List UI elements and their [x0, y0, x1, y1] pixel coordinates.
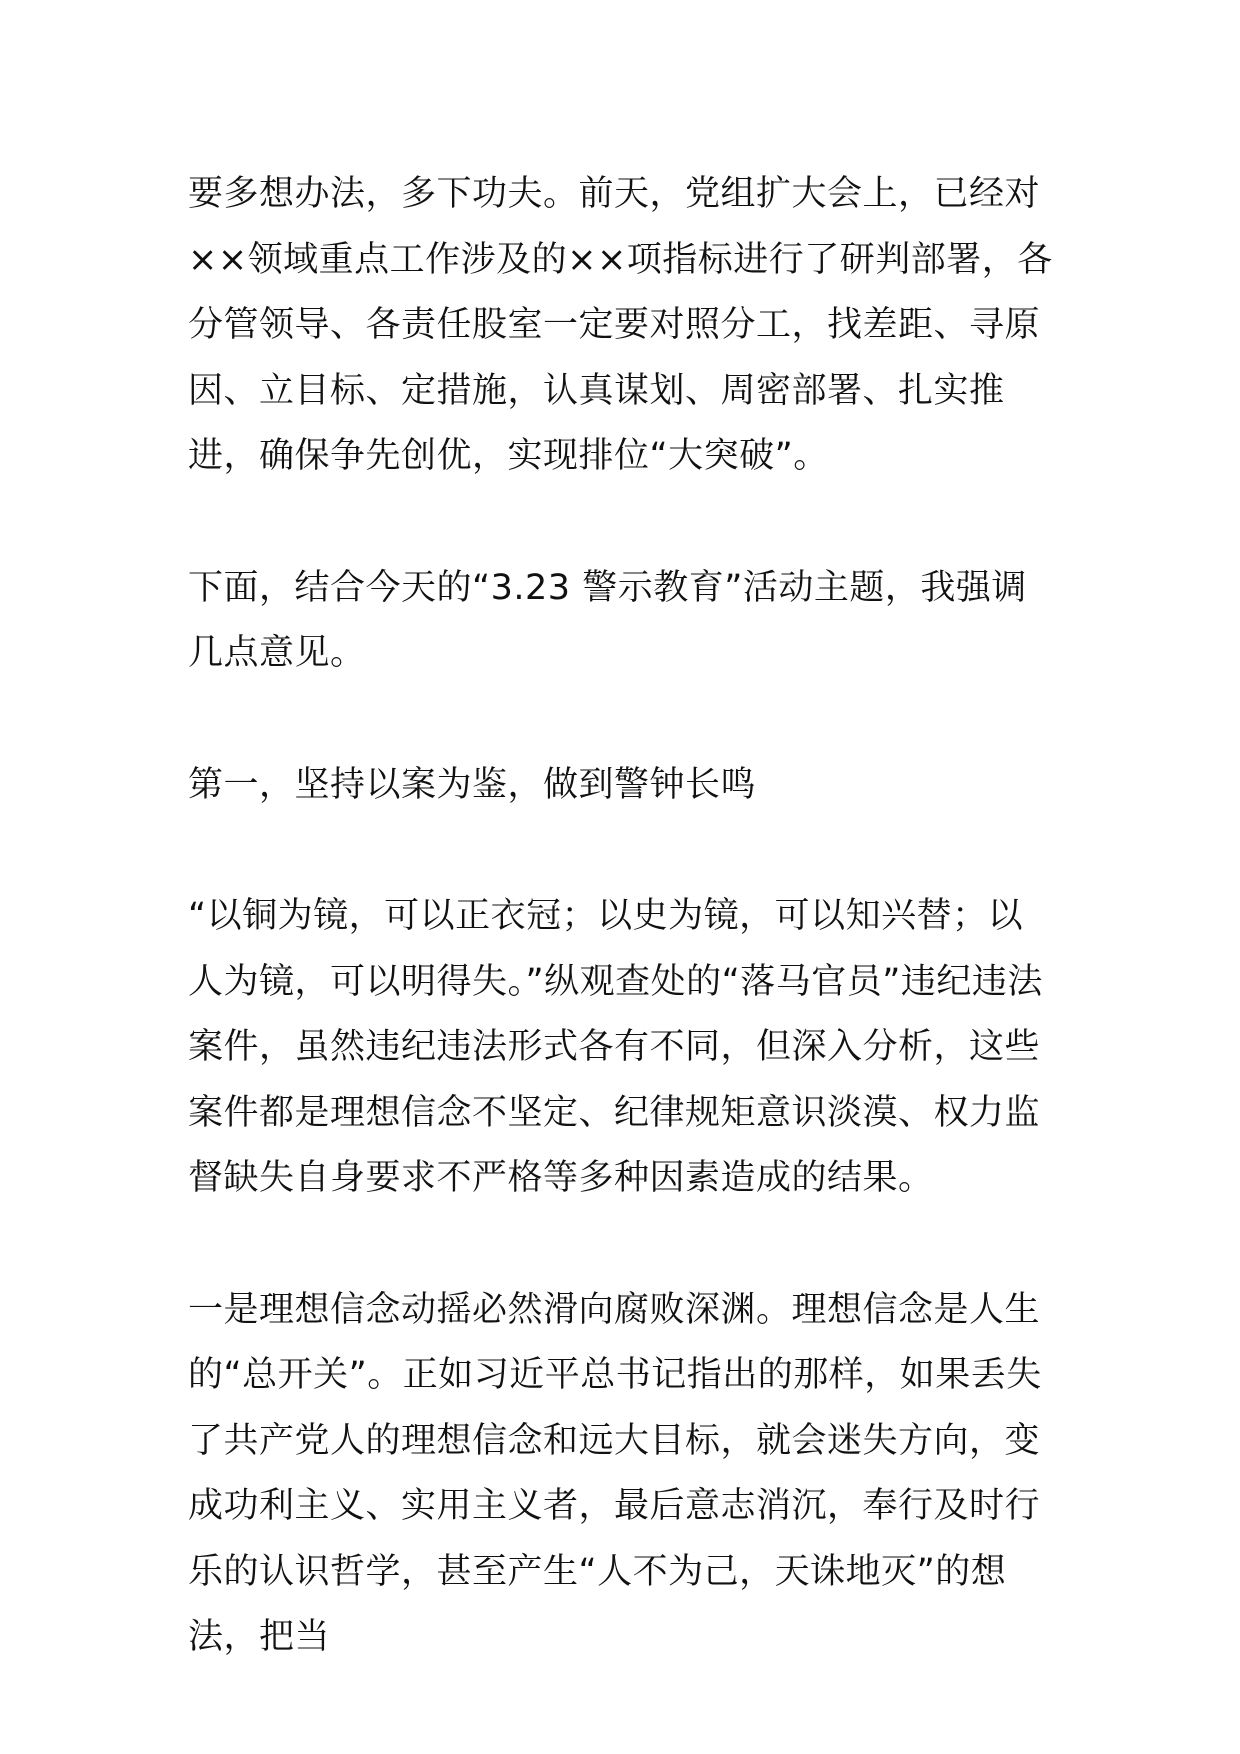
paragraph-opinions-intro: 下面，结合今天的“3.23 警示教育”活动主题，我强调几点意见。 [188, 567, 1027, 673]
paragraph-gap [188, 818, 1058, 884]
paragraph-gap [188, 687, 1058, 753]
document-body [188, 162, 1058, 1671]
paragraph-ideals-beliefs: 一是理想信念动摇必然滑向腐败深渊。理想信念是人生的“总开关”。正如习近平总书记指出的那样，如果丢失了共产党人的理想信念和远大目标，就会迷失方向，变成功利主义、实用主义者，最后意志消沉，奉行及时行乐的认识哲学，甚至产生“人不为己，天诛地灭”的想法，把当 [188, 1289, 1042, 1657]
paragraph-work-deployment: 要多想办法，多下功夫。前天，党组扩大会上，已经对××领域重点工作涉及的××项指标进行了研判部署，各分管领导、各责任股室一定要对照分工，找差距、寻原因、立目标、定措施，认真谋划、周密部署、扎实推进，确保争先创优，实现排位“大突破”。 [188, 174, 1053, 476]
paragraph-mirror-quote: “以铜为镜，可以正衣冠；以史为镜，可以知兴替；以人为镜，可以明得失。”纵观查处的“落马官员”违纪违法案件，虽然违纪违法形式各有不同，但深入分析，这些案件都是理想信念不坚定、纪律规矩意识淡漠、权力监督缺失自身要求不严格等多种因素造成的结果。 [188, 896, 1043, 1198]
paragraph-gap [188, 490, 1058, 556]
paragraph-gap [188, 1212, 1058, 1278]
section-heading-first: 第一，坚持以案为鉴，做到警钟长鸣 [188, 764, 757, 805]
